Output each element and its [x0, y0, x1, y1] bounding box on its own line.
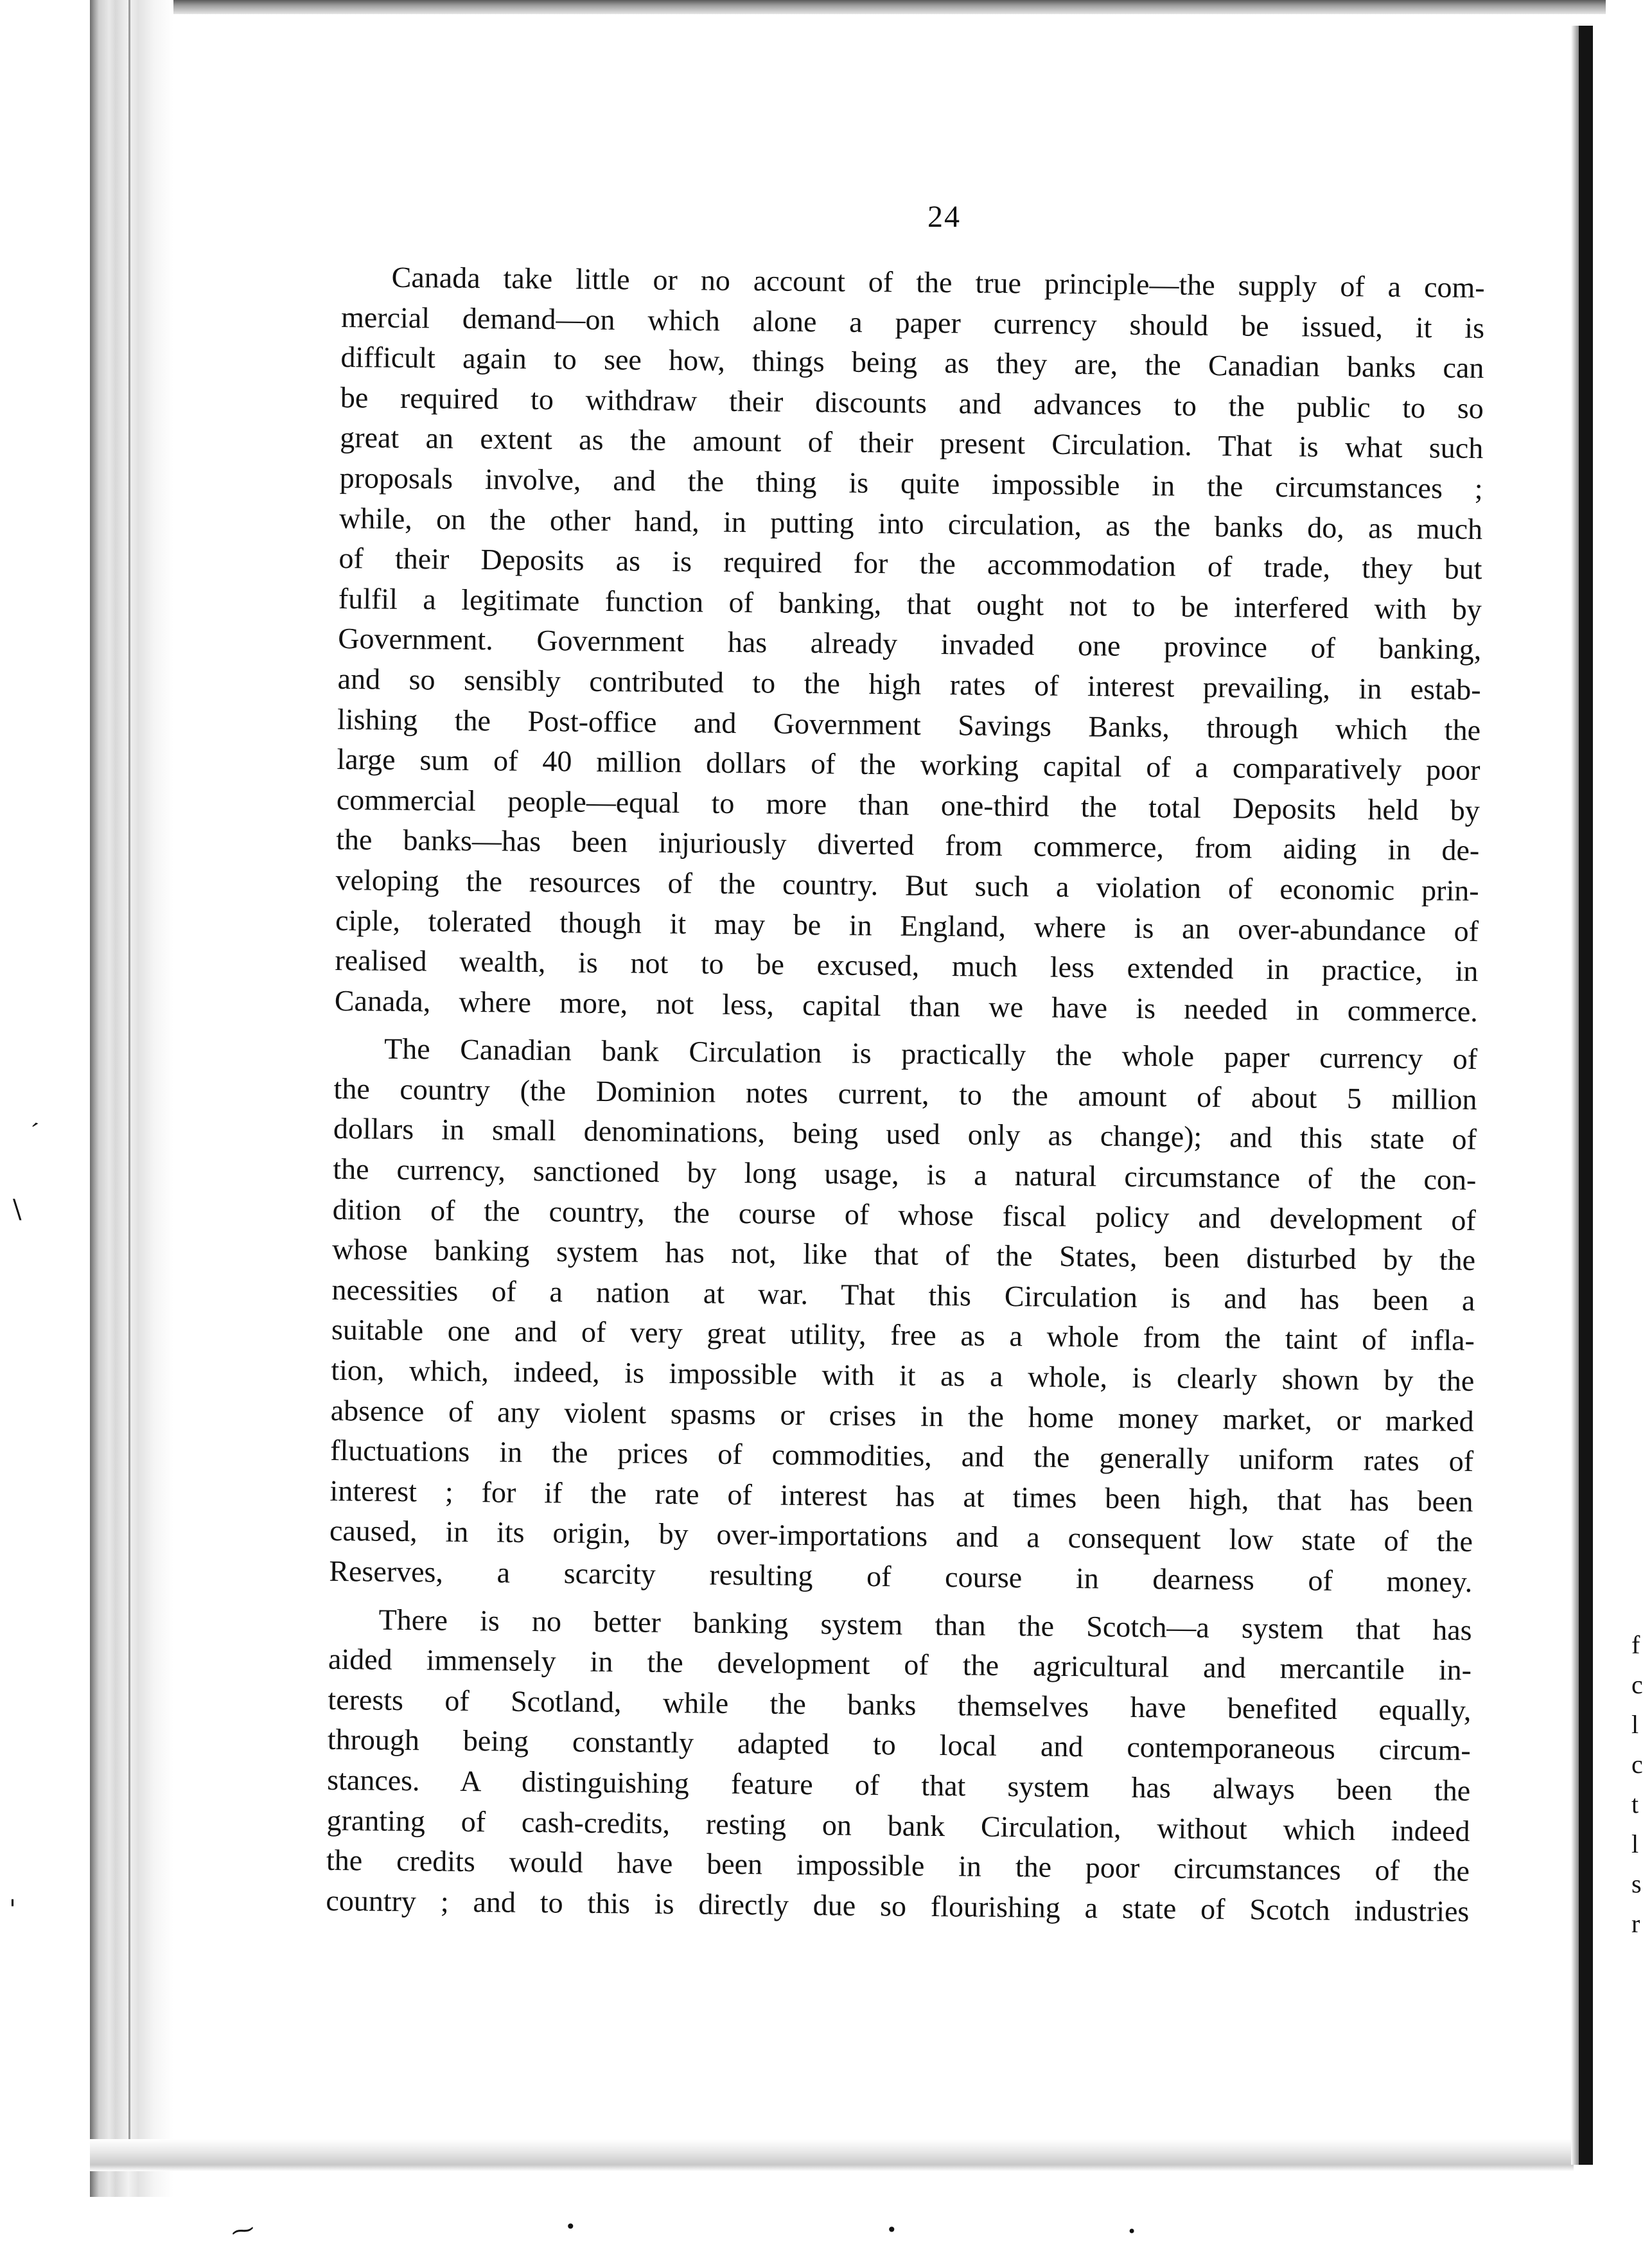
edge-letter: r — [1631, 1909, 1640, 1938]
text-line: suitable one and of very great utility, free as a whole from the taint of infla- — [331, 1313, 1475, 1357]
text-line: fluctuations in the prices of commodities, and the generally uniform rates of — [330, 1434, 1474, 1478]
text-line: The Canadian bank Circulation is practically the whole paper currency of — [383, 1032, 1478, 1076]
text-line: commercial people—equal to more than one-third the total Deposits held by — [336, 782, 1481, 827]
text-line: the credits would have been impossible in the poor circumstances of the — [326, 1844, 1470, 1888]
text-line: interest ; for if the rate of interest has at times been high, that has been — [330, 1474, 1473, 1518]
paragraph — [326, 1599, 1472, 1932]
text-line: be required to withdraw their discounts and advances to the public to so — [340, 380, 1484, 425]
text-line: ciple, tolerated though it may be in England, where is an over-abundance of — [335, 903, 1479, 947]
text-line: stances. A distinguishing feature of that system has always been the — [327, 1763, 1471, 1807]
page-bottom-edge — [90, 2139, 1574, 2171]
edge-letter: l — [1631, 1710, 1639, 1739]
body-text — [326, 257, 1485, 1939]
scan-speck: • — [886, 2219, 897, 2241]
text-line: mercial demand—on which alone a paper currency should be issued, it is — [340, 300, 1485, 344]
edge-letter: t — [1631, 1790, 1639, 1819]
text-line: terests of Scotland, while the banks themselves have benefited equally, — [328, 1682, 1472, 1727]
text-line: great an extent as the amount of their present Circulation. That is what such — [340, 421, 1484, 465]
text-line: through being constantly adapted to local and contemporaneous circum- — [327, 1723, 1472, 1767]
edge-letter: c — [1631, 1750, 1643, 1779]
text-line: Canada take little or no account of the true principle—the supply of a com- — [391, 260, 1485, 304]
text-line: realised wealth, is not to be excused, much less extended in practice, in — [335, 944, 1479, 988]
scan-speck: ⁓ — [229, 2215, 257, 2246]
text-line: while, on the other hand, in putting into circulation, as the banks do, as much — [338, 501, 1483, 545]
text-line: fulfil a legitimate function of banking, that ought not to be interfered with by — [338, 581, 1482, 626]
scan-speck: • — [565, 2216, 576, 2237]
text-line: proposals involve, and the thing is quite impossible in the circumstances ; — [339, 461, 1483, 506]
text-line: veloping the resources of the country. But such a violation of economic prin- — [335, 863, 1479, 907]
text-line: absence of any violent spasms or crises in the home money market, or marked — [330, 1393, 1474, 1438]
text-line: tion, which, indeed, is impossible with it as a whole, is clearly shown by the — [331, 1353, 1475, 1398]
scan-speck: \ — [13, 1195, 22, 1224]
edge-letter: l — [1631, 1829, 1639, 1858]
text-line: Government. Government has already invaded one province of banking, — [338, 622, 1482, 666]
text-line: difficult again to see how, things being as they are, the Canadian banks can — [340, 340, 1484, 385]
text-line: caused, in its origin, by over-importations and a consequent low state of the — [329, 1514, 1473, 1558]
page-binding-line — [128, 0, 130, 2146]
text-line: necessities of a nation at war. That this Circulation is and has been a — [331, 1273, 1475, 1317]
text-line: granting of cash-credits, resting on bank Circulation, without which indeed — [326, 1803, 1470, 1847]
paragraph — [329, 1028, 1477, 1602]
text-line: the banks—has been injuriously diverted from commerce, from aiding in de- — [336, 823, 1480, 867]
text-line: Reserves, a scarcity resulting of course in dearness of money. — [329, 1554, 1473, 1598]
page-binding-edge — [90, 0, 173, 2197]
text-line: dition of the country, the course of whose fiscal policy and development of — [332, 1192, 1476, 1237]
page-right-shadow — [1571, 26, 1579, 2165]
edge-letter: s — [1631, 1869, 1642, 1898]
edge-letter: f — [1631, 1630, 1640, 1659]
page-top-edge — [90, 0, 1606, 14]
edge-letter: c — [1631, 1670, 1643, 1699]
scan-speck: • — [1127, 2223, 1137, 2241]
text-line: lishing the Post-office and Government Savings Banks, through which the — [337, 702, 1481, 746]
scan-speck: ' — [9, 1895, 16, 1925]
text-line: the currency, sanctioned by long usage, is a natural circumstance of the con- — [333, 1152, 1477, 1197]
scan-speck: ′ — [24, 1117, 40, 1148]
text-line: country ; and to this is directly due so flourishing a state of Scotch industries — [326, 1883, 1470, 1928]
text-line: aided immensely in the development of the agricultural and mercantile in- — [328, 1643, 1472, 1687]
page-right-edge — [1579, 26, 1593, 2165]
text-line: Canada, where more, not less, capital than we have is needed in commerce. — [334, 983, 1479, 1028]
text-line: dollars in small denominations, being used only as change); and this state of — [333, 1112, 1477, 1156]
text-line: the country (the Dominion notes current, to the amount of about 5 million — [333, 1071, 1477, 1116]
text-line: whose banking system has not, like that of the States, been disturbed by the — [331, 1233, 1476, 1277]
text-line: There is no better banking system than the Scotch—a system that has — [378, 1603, 1472, 1646]
text-line: and so sensibly contributed to the high rates of interest prevailing, in estab- — [337, 662, 1481, 706]
next-page-edge-letters — [1631, 1625, 1651, 1944]
text-line: of their Deposits as is required for the accommodation of trade, they but — [338, 542, 1482, 586]
page-number: 24 — [927, 200, 961, 234]
text-line: large sum of 40 million dollars of the working capital of a comparatively poor — [337, 743, 1481, 787]
paragraph — [335, 257, 1485, 1032]
